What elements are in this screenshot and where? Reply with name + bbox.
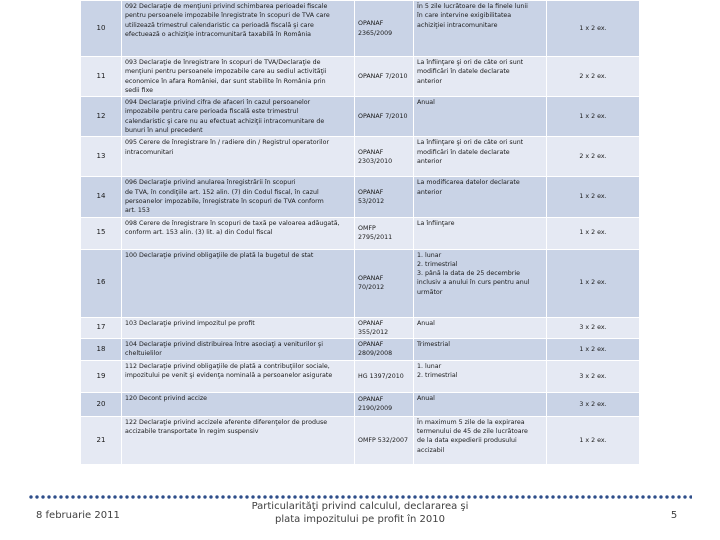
legal-act: OMFP 2795/2011: [355, 217, 414, 249]
row-number: 11: [81, 57, 122, 97]
copies-count: 1 x 2 ex.: [547, 416, 640, 464]
table-row: [81, 57, 640, 97]
period-line: La înfiinţare şi ori de câte ori sunt: [417, 59, 524, 66]
filing-period: [414, 1, 547, 57]
row-number: 10: [81, 1, 122, 57]
description-line: sedii fixe: [125, 86, 154, 94]
declaration-description: [122, 1, 355, 57]
period-line: Anual: [417, 319, 435, 327]
table-row: [81, 392, 640, 416]
period-line: În maximum 5 zile de la expirarea: [417, 418, 525, 426]
period-line: La înfiinţare: [417, 219, 455, 227]
period-line: modificări în datele declarate: [417, 148, 510, 156]
filing-period: [414, 317, 547, 339]
declarations-table-body: [81, 1, 640, 465]
footer-title: [240, 500, 480, 526]
period-line: În 5 zile lucrătoare de la finele lunii: [417, 3, 528, 10]
description-line: bunuri în anul precedent: [125, 127, 203, 135]
declaration-description: [122, 339, 355, 361]
legal-act: OPANAF 53/2012: [355, 177, 414, 217]
filing-period: [414, 177, 547, 217]
copies-count: 3 x 2 ex.: [547, 317, 640, 339]
table-row: [81, 339, 640, 361]
period-line: Anual: [417, 394, 435, 402]
table-row: [81, 97, 640, 137]
period-line: de la data expedierii produsului: [417, 437, 517, 445]
table-row: [81, 1, 640, 57]
legal-act: OPANAF 7/2010: [355, 57, 414, 97]
description-line: conform art. 153 alin. (3) lit. a) din Codul fiscal: [125, 228, 273, 236]
description-line: economice în afara României, dar sunt stabilite în România prin: [125, 77, 326, 85]
copies-count: 1 x 2 ex.: [547, 217, 640, 249]
row-number: 14: [81, 177, 122, 217]
description-line: persoanelor impozabile, înregistrate în scopuri de TVA conform: [125, 197, 324, 205]
legal-act: OPANAF 2809/2008: [355, 339, 414, 361]
period-line: La modificarea datelor declarate: [417, 179, 520, 187]
period-line: 2. trimestrial: [417, 260, 458, 268]
filing-period: [414, 416, 547, 464]
declaration-description: [122, 57, 355, 97]
description-line: 120 Decont privind accize: [125, 394, 208, 402]
footer-title-line-1: Particularităţi privind calculul, declararea şi: [251, 501, 469, 512]
filing-period: [414, 57, 547, 97]
row-number: 18: [81, 339, 122, 361]
row-number: 16: [81, 249, 122, 317]
period-line: achiziţiei intracomunitare: [417, 21, 498, 29]
period-line: anterior: [417, 157, 442, 165]
table-row: [81, 317, 640, 339]
row-number: 15: [81, 217, 122, 249]
description-line: 092 Declaraţie de menţiuni privind schimbarea perioadei fiscale: [125, 3, 328, 10]
period-line: Trimestrial: [417, 341, 450, 349]
table-row: [81, 177, 640, 217]
filing-period: [414, 360, 547, 392]
declarations-table-container: [80, 0, 640, 465]
page-number: 5: [670, 510, 678, 521]
period-line: termenului de 45 de zile lucrătoare: [417, 428, 528, 436]
description-line: accizabile transportate în regim suspensiv: [125, 428, 259, 436]
legal-act: OPANAF 70/2012: [355, 249, 414, 317]
footer-date: 8 februarie 2011: [36, 510, 120, 521]
legal-act: HG 1397/2010: [355, 360, 414, 392]
row-number: 21: [81, 416, 122, 464]
period-line: modificări în datele declarate: [417, 68, 510, 76]
filing-period: [414, 339, 547, 361]
declaration-description: [122, 360, 355, 392]
legal-act: OPANAF 2365/2009: [355, 1, 414, 57]
copies-count: 3 x 2 ex.: [547, 392, 640, 416]
table-row: [81, 416, 640, 464]
description-line: art. 153: [125, 207, 150, 215]
period-line: Anual: [417, 99, 435, 107]
row-number: 17: [81, 317, 122, 339]
row-number: 19: [81, 360, 122, 392]
copies-count: 1 x 2 ex.: [547, 339, 640, 361]
description-line: pentru persoanele impozabile înregistrate în scopuri de TVA care: [125, 12, 330, 20]
copies-count: 1 x 2 ex.: [547, 1, 640, 57]
declaration-description: [122, 416, 355, 464]
legal-act: OPANAF 2190/2009: [355, 392, 414, 416]
filing-period: [414, 392, 547, 416]
description-line: impozabile pentru care perioada fiscală este trimestrul: [125, 108, 299, 116]
legal-act: OPANAF 7/2010: [355, 97, 414, 137]
copies-count: 1 x 2 ex.: [547, 249, 640, 317]
description-line: de TVA, în condiţiile art. 152 alin. (7) din Codul fiscal, în cazul: [125, 188, 319, 196]
declaration-description: [122, 97, 355, 137]
declaration-description: [122, 177, 355, 217]
description-line: 103 Declaraţie privind impozitul pe profit: [125, 319, 255, 327]
description-line: 104 Declaraţie privind distribuirea între asociaţi a veniturilor şi: [125, 341, 323, 349]
period-line: anterior: [417, 188, 442, 196]
copies-count: 2 x 2 ex.: [547, 137, 640, 177]
copies-count: 1 x 2 ex.: [547, 177, 640, 217]
period-line: La înfiinţare şi ori de câte ori sunt: [417, 139, 524, 147]
period-line: 1. lunar: [417, 362, 442, 370]
row-number: 13: [81, 137, 122, 177]
declaration-description: [122, 249, 355, 317]
description-line: calendaristic şi care nu au efectuat achiziţii intracomunitare de: [125, 117, 325, 125]
declaration-description: [122, 217, 355, 249]
filing-period: [414, 217, 547, 249]
copies-count: 1 x 2 ex.: [547, 97, 640, 137]
copies-count: 3 x 2 ex.: [547, 360, 640, 392]
filing-period: [414, 249, 547, 317]
description-line: 098 Cerere de înregistrare în scopuri de taxă pe valoarea adăugată,: [125, 219, 340, 227]
table-row: [81, 360, 640, 392]
declaration-description: [122, 317, 355, 339]
filing-period: [414, 137, 547, 177]
description-line: 093 Declaraţie de înregistrare în scopuri de TVA/Declaraţie de: [125, 59, 321, 66]
period-line: 3. până la data de 25 decembrie: [417, 270, 520, 278]
period-line: în care intervine exigibilitatea: [417, 12, 512, 20]
description-line: 100 Declaraţie privind obligaţiile de plată la bugetul de stat: [125, 251, 314, 259]
description-line: 112 Declaraţie privind obligaţiile de plată a contribuţiilor sociale,: [125, 362, 330, 370]
description-line: impozitului pe venit şi evidenţa nominală a persoanelor asigurate: [125, 372, 333, 380]
declaration-description: [122, 137, 355, 177]
description-line: 122 Declaraţie privind accizele aferente diferenţelor de produse: [125, 418, 328, 426]
row-number: 12: [81, 97, 122, 137]
description-line: menţiuni pentru persoanele impozabile care au sediul activităţii: [125, 68, 327, 76]
row-number: 20: [81, 392, 122, 416]
legal-act: OPANAF 2303/2010: [355, 137, 414, 177]
description-line: 095 Cerere de înregistrare în / radiere din / Registrul operatorilor: [125, 139, 330, 147]
period-line: 1. lunar: [417, 251, 442, 259]
copies-count: 2 x 2 ex.: [547, 57, 640, 97]
declarations-table: [80, 0, 640, 465]
filing-period: [414, 97, 547, 137]
footer-title-line-2: plata impozitului pe profit în 2010: [274, 514, 445, 525]
period-line: inclusiv a anului în curs pentru anul: [417, 279, 530, 287]
description-line: 094 Declaraţie privind cifra de afaceri în cazul persoanelor: [125, 99, 311, 107]
table-row: [81, 249, 640, 317]
table-row: [81, 217, 640, 249]
description-line: efectuează o achiziţie intracomunitară taxabilă în România: [125, 30, 312, 38]
period-line: următor: [417, 288, 443, 296]
description-line: cheltuielilor: [125, 350, 162, 358]
legal-act: OPANAF 355/2012: [355, 317, 414, 339]
period-line: accizabil: [417, 446, 445, 454]
description-line: 096 Declaraţie privind anularea înregistrării în scopuri: [125, 179, 296, 187]
legal-act: OMFP 532/2007: [355, 416, 414, 464]
table-row: [81, 137, 640, 177]
declaration-description: [122, 392, 355, 416]
description-line: intracomunitari: [125, 148, 174, 156]
period-line: anterior: [417, 77, 442, 85]
description-line: utilizează trimestrul calendaristic ca perioadă fiscală şi care: [125, 21, 314, 29]
period-line: 2. trimestrial: [417, 372, 458, 380]
